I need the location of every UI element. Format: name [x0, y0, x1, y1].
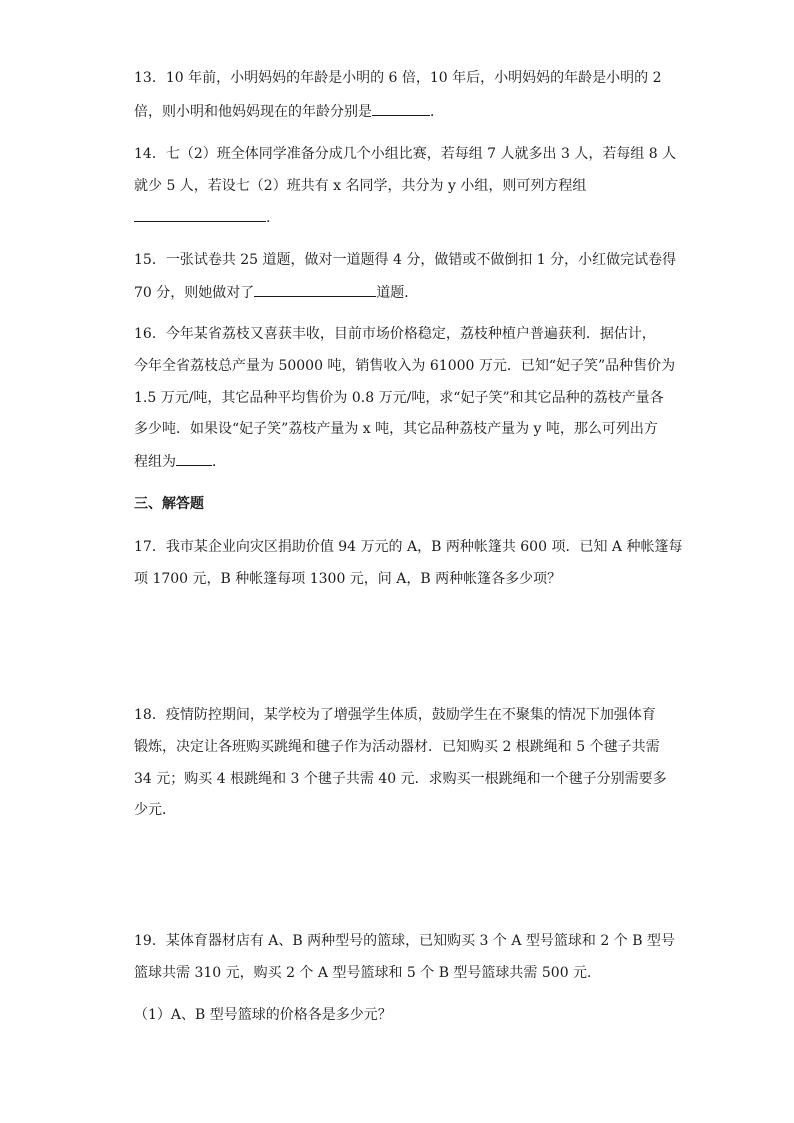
q14-line1: 14．七（2）班全体同学准备分成几个小组比赛，若每组 7 人就多出 3 人，若每组 8 人: [134, 146, 677, 162]
q16-line1: 16．今年某省荔枝又喜获丰收，目前市场价格稳定，荔枝种植户普遍获利．据估计，: [134, 326, 656, 342]
q19-line1: 19．某体育器材店有 A、B 两种型号的篮球，已知购买 3 个 A 型号篮球和 2 个 B 型号: [134, 933, 675, 949]
q16-text: 程组为: [134, 454, 176, 470]
q18-line3: 34 元；购买 4 根跳绳和 3 个毽子共需 40 元．求购买一根跳绳和一个毽子分别需要多: [134, 771, 667, 787]
q14-answer-blank[interactable]: [134, 207, 266, 222]
q15-end: 道题．: [376, 285, 419, 301]
q14-line3: [134, 207, 270, 228]
q16-line3: 1.5 万元/吨，其它品种平均售价为 0.8 万元/吨，求“妃子笑”和其它品种的荔枝产量各: [134, 390, 664, 406]
q16-line2: 今年全省荔枝总产量为 50000 吨，销售收入为 61000 万元．已知“妃子笑”品种售价为: [134, 358, 676, 374]
q18-line2: 锻炼，决定让各班购买跳绳和毽子作为活动器材．已知购买 2 根跳绳和 5 个毽子共需: [134, 739, 660, 755]
q14-end: .: [266, 210, 271, 226]
q15-line1: 15．一张试卷共 25 道题，做对一道题得 4 分，做错或不做倒扣 1 分，小红做完试卷得: [134, 252, 677, 268]
q14-line2: 就少 5 人，若设七（2）班共有 x 名同学，共分为 y 小组，则可列方程组: [134, 178, 587, 194]
q17-line1: 17．我市某企业向灾区捐助价值 94 万元的 A，B 两种帐篷共 600 项．已知 A 种帐篷每: [134, 539, 683, 555]
q15-answer-blank[interactable]: [254, 282, 376, 297]
q17-line2: 项 1700 元，B 种帐篷每项 1300 元，问 A，B 两种帐篷各多少项？: [134, 571, 562, 587]
q16-end: ．: [212, 454, 226, 470]
q18-line1: 18．疫情防控期间，某学校为了增强学生体质，鼓励学生在不聚集的情况下加强体育: [134, 707, 656, 723]
q15-text: 70 分，则她做对了: [134, 285, 255, 301]
q19-subquestion-1: （1）A、B 型号篮球的价格各是多少元？: [134, 1007, 392, 1023]
q19-line2: 篮球共需 310 元，购买 2 个 A 型号篮球和 5 个 B 型号篮球共需 500 元．: [134, 965, 602, 981]
q13-text: 倍，则小明和他妈妈现在的年龄分别是: [134, 104, 372, 120]
q13-end: ．: [430, 104, 444, 120]
q13-answer-blank[interactable]: [372, 101, 430, 116]
q15-line2: [134, 282, 418, 303]
q18-line4: 少元．: [134, 802, 176, 818]
section-heading: 三、解答题: [134, 496, 204, 512]
q13-line1: 13．10 年前，小明妈妈的年龄是小明的 6 倍，10 年后，小明妈妈的年龄是小明的 2: [134, 70, 662, 86]
q16-answer-blank[interactable]: [176, 451, 212, 466]
q16-line4: 多少吨．如果设“妃子笑”荔枝产量为 x 吨，其它品种荔枝产量为 y 吨，那么可列出方: [134, 421, 658, 437]
q16-line5: [134, 451, 226, 472]
q13-line2: [134, 101, 444, 122]
